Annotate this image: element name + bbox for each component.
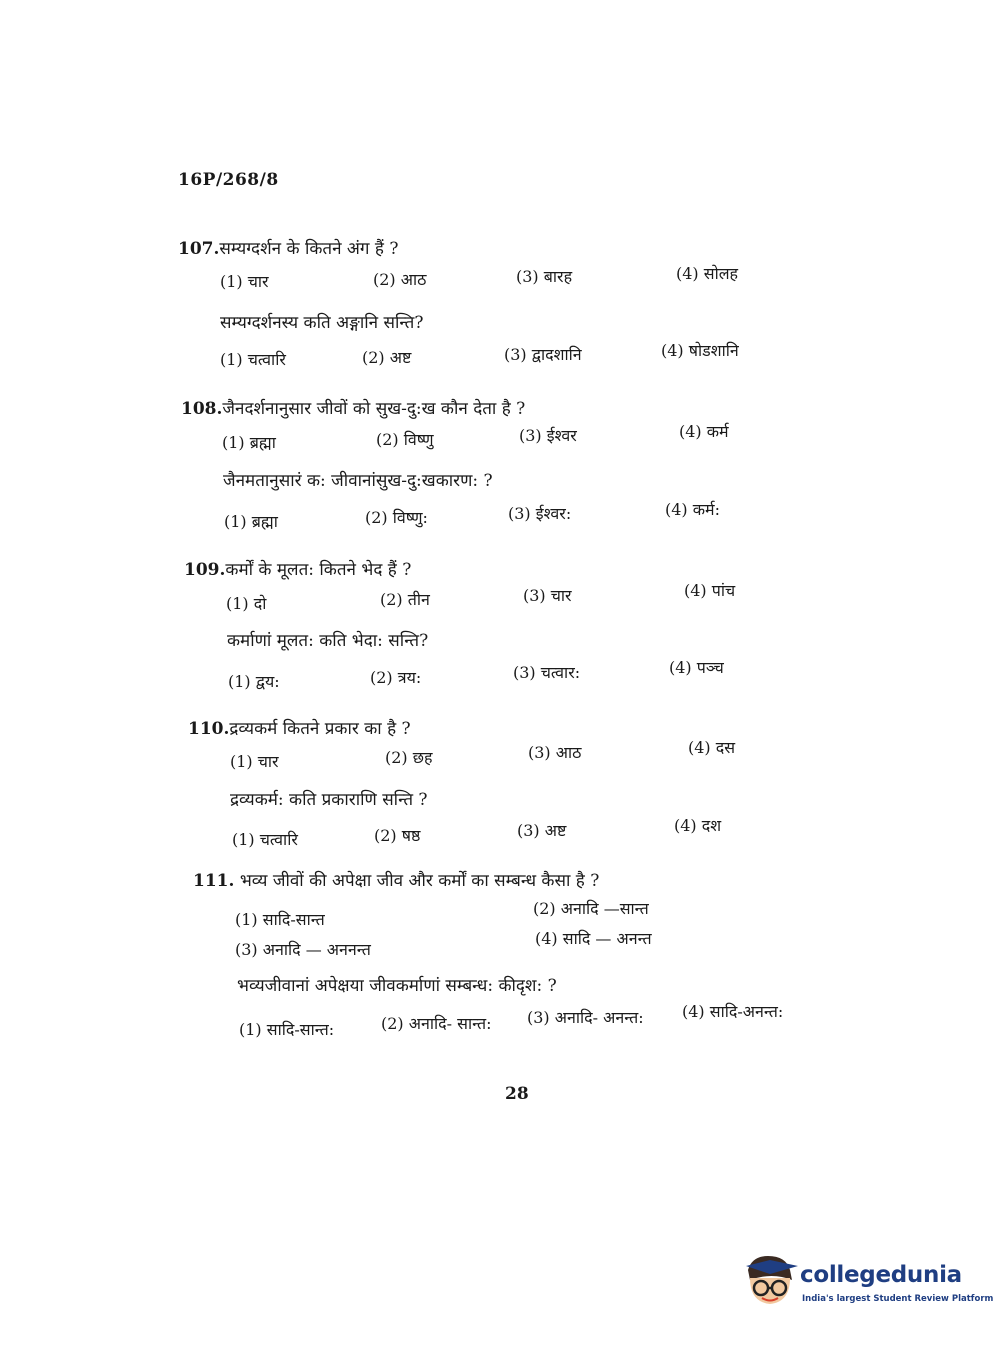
option-3: (3) अनादि — अननन्त: [235, 940, 371, 959]
option-1: (1) ब्रह्मा: [222, 433, 276, 452]
option-4: (4) दश: [674, 816, 722, 835]
option-3: (3) अनादि- अनन्त:: [527, 1008, 644, 1027]
option-2: (2) विष्णु:: [365, 508, 428, 527]
option-2: (2) अष्ट: [362, 348, 412, 367]
option-2: (2) छह: [385, 748, 433, 767]
option-1: (1) दो: [226, 594, 267, 613]
question-number: 111.: [193, 871, 235, 891]
page-number: 28: [505, 1084, 529, 1104]
option-4: (4) कर्म: [679, 422, 729, 441]
question-text-hindi: सम्यग्दर्शन के कितने अंग हैं ?: [219, 239, 399, 259]
option-2: (2) त्रय:: [370, 668, 422, 687]
option-4: (4) सोलह: [676, 264, 739, 283]
option-4: (4) पांच: [684, 581, 736, 600]
option-4: (4) सादि-अनन्त:: [682, 1002, 784, 1021]
option-1: (1) ब्रह्मा: [224, 512, 278, 531]
option-3: (3) चत्वार:: [513, 663, 581, 682]
option-3: (3) बारह: [516, 267, 573, 286]
option-2: (2) तीन: [380, 590, 430, 609]
logo-name: collegedunia: [800, 1262, 962, 1288]
option-4: (4) कर्म:: [665, 500, 720, 519]
question-text-sanskrit: भव्यजीवानां अपेक्षया जीवकर्माणां सम्बन्ध: कीदृश: ?: [237, 976, 557, 996]
question-number: 107.: [178, 239, 220, 259]
option-1: (1) चत्वारि: [220, 350, 286, 369]
question-text-hindi: जैनदर्शनानुसार जीवों को सुख-दु:ख कौन देता है ?: [222, 399, 526, 419]
option-1: (1) सादि-सान्त:: [239, 1020, 335, 1039]
question-text-sanskrit: जैनमतानुसारं क: जीवानांसुख-दु:खकारण: ?: [223, 471, 493, 491]
collegedunia-logo: [742, 1250, 994, 1316]
question-text-sanskrit: द्रव्यकर्म: कति प्रकाराणि सन्ति ?: [230, 790, 428, 810]
option-3: (3) अष्ट: [517, 821, 567, 840]
question-text-hindi: कर्मों के मूलत: कितने भेद हैं ?: [225, 560, 412, 580]
question-text-hindi: द्रव्यकर्म कितने प्रकार का है ?: [229, 719, 411, 739]
option-2: (2) षष्ठ: [374, 826, 421, 845]
mascot-icon: [742, 1250, 800, 1316]
option-1: (1) द्वय:: [228, 672, 280, 691]
question-number: 110.: [188, 719, 230, 739]
option-3: (3) आठ: [528, 743, 582, 762]
option-4: (4) पञ्च: [669, 658, 724, 677]
option-4: (4) सादि — अनन्त: [535, 929, 652, 948]
option-2: (2) अनादि- सान्त:: [381, 1014, 492, 1033]
option-3: (3) चार: [523, 586, 572, 605]
question-text-sanskrit: कर्माणां मूलत: कति भेदा: सन्ति?: [227, 631, 429, 651]
option-2: (2) विष्णु: [376, 430, 434, 449]
option-1: (1) चार: [230, 752, 279, 771]
option-3: (3) ईश्वर:: [508, 504, 572, 523]
option-3: (3) ईश्वर: [519, 426, 577, 445]
question-number: 109.: [184, 560, 226, 580]
option-2: (2) आठ: [373, 270, 427, 289]
option-4: (4) षोडशानि: [661, 341, 739, 360]
option-3: (3) द्वादशानि: [504, 345, 582, 364]
question-text-sanskrit: सम्यग्दर्शनस्य कति अङ्गानि सन्ति?: [220, 313, 424, 333]
question-text-hindi: भव्य जीवों की अपेक्षा जीव और कर्मों का सम्बन्ध कैसा है ?: [239, 871, 600, 891]
option-1: (1) चार: [220, 272, 269, 291]
option-1: (1) चत्वारि: [232, 830, 298, 849]
option-2: (2) अनादि —सान्त: [533, 899, 649, 918]
option-4: (4) दस: [688, 738, 736, 757]
question-number: 108.: [181, 399, 223, 419]
option-1: (1) सादि-सान्त: [235, 910, 325, 929]
paper-code: 16P/268/8: [178, 170, 279, 190]
logo-tagline: India's largest Student Review Platform: [802, 1294, 994, 1304]
